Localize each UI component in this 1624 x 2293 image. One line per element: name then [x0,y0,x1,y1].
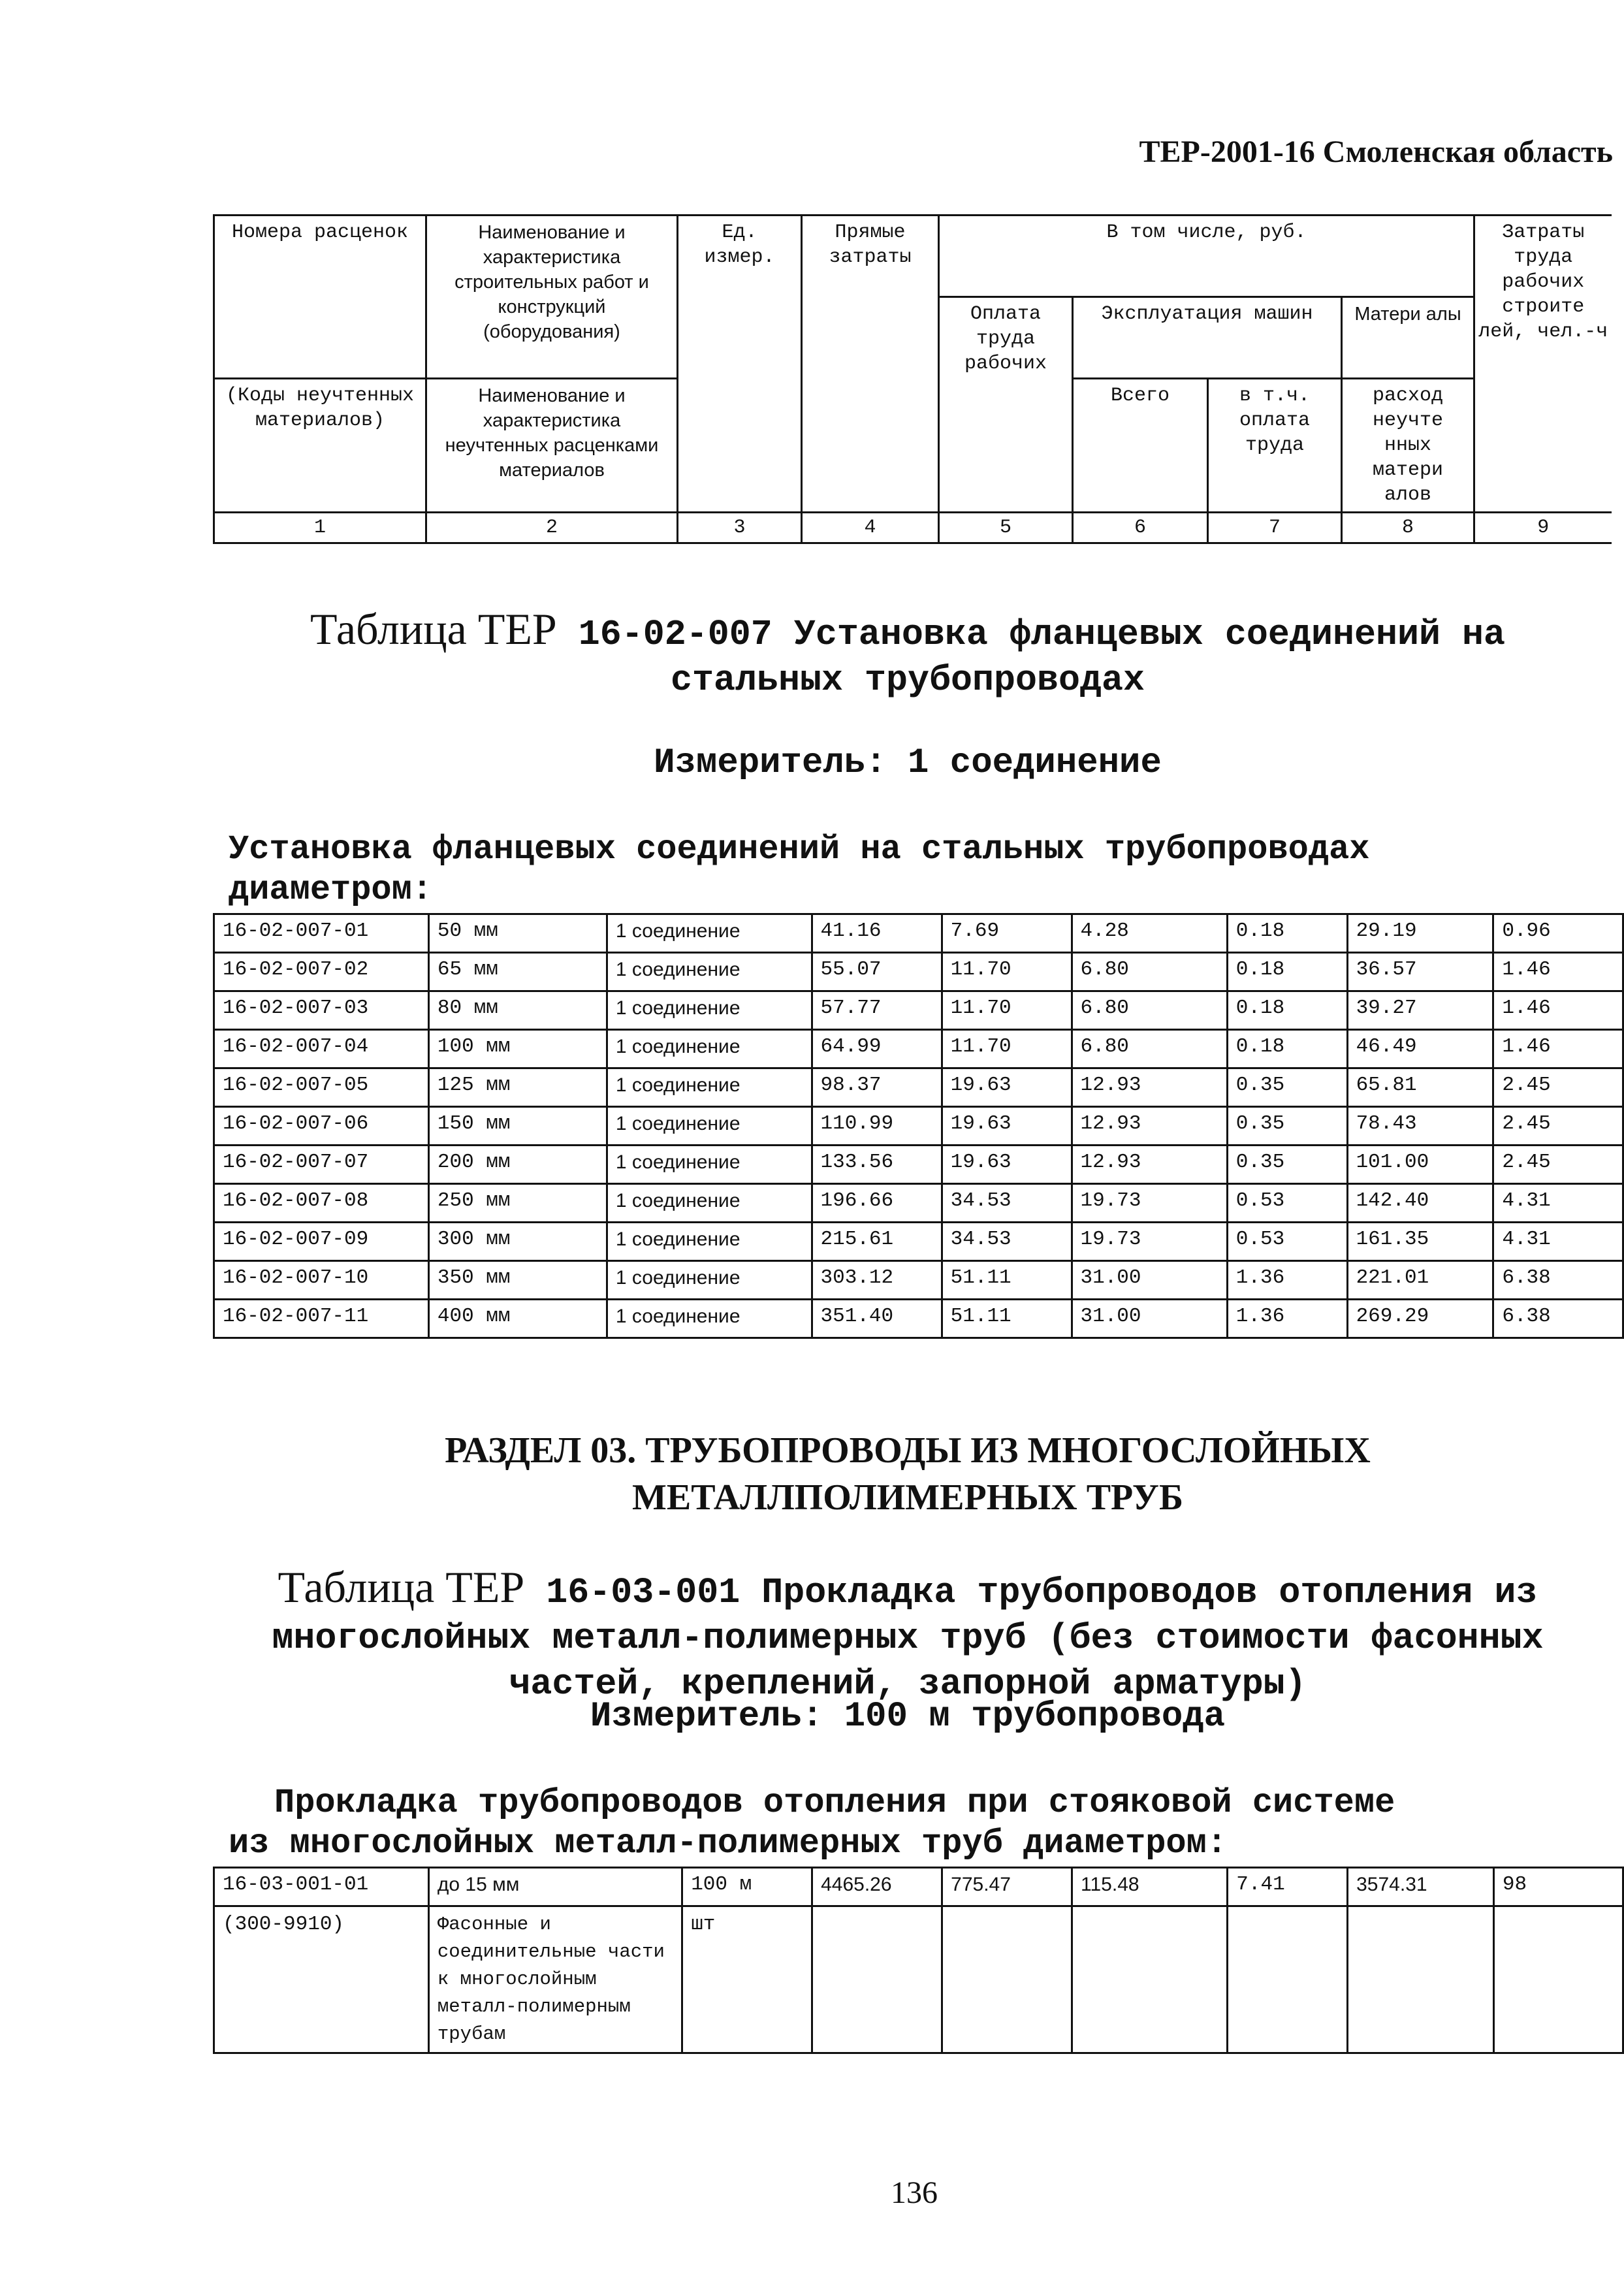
rate-code: 16-02-007-10 [214,1261,429,1300]
table1-measure: Измеритель: 1 соединение [654,743,1162,783]
rate-machine-pay: 7.41 [1228,1868,1348,1906]
material-empty [1228,1906,1348,2053]
header-col-number: 1 [214,513,426,543]
rate-code: 16-02-007-08 [214,1184,429,1223]
rate-materials: 46.49 [1347,1030,1493,1068]
rate-code: 16-02-007-07 [214,1146,429,1184]
header-col-number: 7 [1208,513,1342,543]
rate-unit: 1 соединение [607,1068,812,1107]
header-materials: Матери алы [1342,297,1474,379]
rate-unit: 1 соединение [607,1223,812,1261]
rate-labor-hours: 2.45 [1493,1068,1623,1107]
rate-unit: 1 соединение [607,1146,812,1184]
table2-group-title: Прокладка трубопроводов отопления при стояковой системе из многослойных металл-полимерных труб диаметром: [229,1784,1395,1863]
rate-machine-total: 4.28 [1072,914,1227,953]
rate-worker-pay: 51.11 [942,1261,1072,1300]
header-unit: Ед. измер. [678,216,802,513]
rate-labor-hours: 1.46 [1493,1030,1623,1068]
rate-description: 400 мм [428,1300,607,1338]
rate-labor-hours: 1.46 [1493,953,1623,991]
rate-code: 16-02-007-06 [214,1107,429,1146]
rate-labor-hours: 2.45 [1493,1146,1623,1184]
rate-code: 16-02-007-03 [214,991,429,1030]
rate-machine-pay: 0.53 [1227,1223,1347,1261]
header-labor-hours: Затраты труда рабочих строите лей, чел.-ч [1474,216,1612,513]
rate-labor-hours: 1.46 [1493,991,1623,1030]
rate-materials: 78.43 [1347,1107,1493,1146]
rate-machine-total: 6.80 [1072,991,1227,1030]
section-heading: РАЗДЕЛ 03. ТРУБОПРОВОДЫ ИЗ МНОГОСЛОЙНЫХ МЕТАЛЛПОЛИМЕРНЫХ ТРУБ [445,1430,1371,1518]
rate-materials: 269.29 [1347,1300,1493,1338]
rate-direct-costs: 215.61 [812,1223,942,1261]
rate-machine-pay: 0.53 [1227,1184,1347,1223]
rate-code: 16-02-007-01 [214,914,429,953]
rate-machine-total: 19.73 [1072,1223,1227,1261]
rate-description: 200 мм [428,1146,607,1184]
rate-unit: 100 м [682,1868,812,1906]
table-row [214,1868,1623,1906]
rate-worker-pay: 11.70 [942,1030,1072,1068]
header-work-name: Наименование и характеристика строительных работ и конструкций (оборудования) [426,216,678,379]
header-direct-costs: Прямые затраты [802,216,939,513]
table-row [214,1107,1623,1146]
rate-machine-pay: 0.18 [1227,1030,1347,1068]
header-col-number: 2 [426,513,678,543]
rate-labor-hours: 6.38 [1493,1300,1623,1338]
rate-worker-pay: 34.53 [942,1184,1072,1223]
header-col-number: 3 [678,513,802,543]
rate-machine-pay: 1.36 [1227,1261,1347,1300]
rate-machine-total: 12.93 [1072,1107,1227,1146]
rate-description: до 15 мм [428,1868,682,1906]
rate-materials: 142.40 [1347,1184,1493,1223]
table1-group-title: Установка фланцевых соединений на стальных трубопроводах диаметром: [229,830,1370,909]
rate-direct-costs: 133.56 [812,1146,942,1184]
rate-direct-costs: 110.99 [812,1107,942,1146]
header-unaccounted-materials: расход неучте нных матери алов [1342,379,1474,513]
table-row [214,1068,1623,1107]
material-unit: шт [682,1906,812,2053]
rate-unit: 1 соединение [607,914,812,953]
header-machine-pay: в т.ч. оплата труда [1208,379,1342,513]
rate-unit: 1 соединение [607,1030,812,1068]
rate-worker-pay: 51.11 [942,1300,1072,1338]
header-unaccounted-name: Наименование и характеристика неучтенных расценками материалов [426,379,678,513]
rate-machine-pay: 0.18 [1227,914,1347,953]
table-row [214,1146,1623,1184]
rate-worker-pay: 775.47 [942,1868,1072,1906]
table-row [214,914,1623,953]
rate-materials: 39.27 [1347,991,1493,1030]
header-col-number: 5 [939,513,1073,543]
running-head: ТЕР-2001-16 Смоленская область [1139,135,1613,169]
material-empty [812,1906,942,2053]
header-col-number: 8 [1342,513,1474,543]
rate-direct-costs: 351.40 [812,1300,942,1338]
table-row [214,953,1623,991]
table1-rates [213,913,1624,1339]
table2-rates [213,1867,1624,2054]
rate-direct-costs: 196.66 [812,1184,942,1223]
rate-worker-pay: 7.69 [942,914,1072,953]
rate-machine-total: 115.48 [1072,1868,1228,1906]
table-row [214,1030,1623,1068]
rate-description: 250 мм [428,1184,607,1223]
rate-worker-pay: 19.63 [942,1107,1072,1146]
header-including: В том числе, руб. [939,216,1474,297]
rate-direct-costs: 98.37 [812,1068,942,1107]
table2-title: Таблица ТЕР 16-03-001 Прокладка трубопроводов отопления из многослойных металл-полимерных труб (без стоимости фасонных частей, креплений, запорной арматуры) [272,1562,1544,1705]
table-row [214,1261,1623,1300]
rate-direct-costs: 41.16 [812,914,942,953]
rate-unit: 1 соединение [607,1300,812,1338]
rate-direct-costs: 4465.26 [812,1868,942,1906]
rate-materials: 161.35 [1347,1223,1493,1261]
rate-worker-pay: 19.63 [942,1068,1072,1107]
rate-materials: 29.19 [1347,914,1493,953]
rate-description: 65 мм [428,953,607,991]
rate-materials: 221.01 [1347,1261,1493,1300]
rate-code: 16-02-007-02 [214,953,429,991]
rate-direct-costs: 64.99 [812,1030,942,1068]
column-header-table [213,214,1612,544]
rate-unit: 1 соединение [607,1261,812,1300]
rate-direct-costs: 303.12 [812,1261,942,1300]
header-col-number: 9 [1474,513,1612,543]
rate-direct-costs: 57.77 [812,991,942,1030]
rate-unit: 1 соединение [607,953,812,991]
rate-machine-total: 12.93 [1072,1146,1227,1184]
rate-machine-total: 19.73 [1072,1184,1227,1223]
material-name: Фасонные и соединительные части к многослойным металл-полимерным трубам [428,1906,682,2053]
material-code: (300-9910) [214,1906,429,2053]
rate-code: 16-02-007-11 [214,1300,429,1338]
table-row [214,1184,1623,1223]
rate-code: 16-02-007-05 [214,1068,429,1107]
header-col-number: 6 [1073,513,1208,543]
table2-measure: Измеритель: 100 м трубопровода [590,1697,1226,1737]
rate-labor-hours: 2.45 [1493,1107,1623,1146]
header-rate-number: Номера расценок [214,216,426,379]
table-row [214,991,1623,1030]
rate-labor-hours: 98 [1493,1868,1623,1906]
rate-materials: 101.00 [1347,1146,1493,1184]
rate-machine-total: 31.00 [1072,1300,1227,1338]
rate-machine-pay: 0.35 [1227,1107,1347,1146]
page-number: 136 [891,2175,938,2210]
table-row [214,1223,1623,1261]
rate-machine-pay: 0.18 [1227,991,1347,1030]
table1-title: Таблица ТЕР 16-02-007 Установка фланцевых соединений на стальных трубопроводах [310,604,1505,701]
rate-materials: 36.57 [1347,953,1493,991]
rate-worker-pay: 34.53 [942,1223,1072,1261]
header-machine-operation: Эксплуатация машин [1073,297,1342,379]
rate-unit: 1 соединение [607,991,812,1030]
rate-worker-pay: 11.70 [942,953,1072,991]
rate-code: 16-02-007-04 [214,1030,429,1068]
rate-labor-hours: 0.96 [1493,914,1623,953]
rate-labor-hours: 4.31 [1493,1184,1623,1223]
rate-code: 16-03-001-01 [214,1868,429,1906]
material-empty [1348,1906,1494,2053]
rate-machine-total: 6.80 [1072,953,1227,991]
rate-description: 150 мм [428,1107,607,1146]
rate-description: 125 мм [428,1068,607,1107]
material-empty [1072,1906,1228,2053]
rate-description: 50 мм [428,914,607,953]
rate-machine-pay: 1.36 [1227,1300,1347,1338]
rate-machine-total: 12.93 [1072,1068,1227,1107]
rate-direct-costs: 55.07 [812,953,942,991]
rate-labor-hours: 4.31 [1493,1223,1623,1261]
rate-description: 80 мм [428,991,607,1030]
rate-description: 300 мм [428,1223,607,1261]
material-empty [1493,1906,1623,2053]
rate-unit: 1 соединение [607,1184,812,1223]
material-empty [942,1906,1072,2053]
header-unaccounted-codes: (Коды неучтенных материалов) [214,379,426,513]
rate-materials: 65.81 [1347,1068,1493,1107]
table-row [214,1300,1623,1338]
rate-materials: 3574.31 [1348,1868,1494,1906]
header-col-number: 4 [802,513,939,543]
rate-description: 350 мм [428,1261,607,1300]
rate-machine-total: 31.00 [1072,1261,1227,1300]
rate-machine-pay: 0.35 [1227,1146,1347,1184]
rate-description: 100 мм [428,1030,607,1068]
rate-machine-pay: 0.35 [1227,1068,1347,1107]
rate-worker-pay: 11.70 [942,991,1072,1030]
rate-worker-pay: 19.63 [942,1146,1072,1184]
rate-labor-hours: 6.38 [1493,1261,1623,1300]
header-worker-pay: Оплата труда рабочих [939,297,1073,513]
rate-code: 16-02-007-09 [214,1223,429,1261]
rate-unit: 1 соединение [607,1107,812,1146]
material-row [214,1906,1623,2053]
rate-machine-pay: 0.18 [1227,953,1347,991]
rate-machine-total: 6.80 [1072,1030,1227,1068]
header-machine-total: Всего [1073,379,1208,513]
